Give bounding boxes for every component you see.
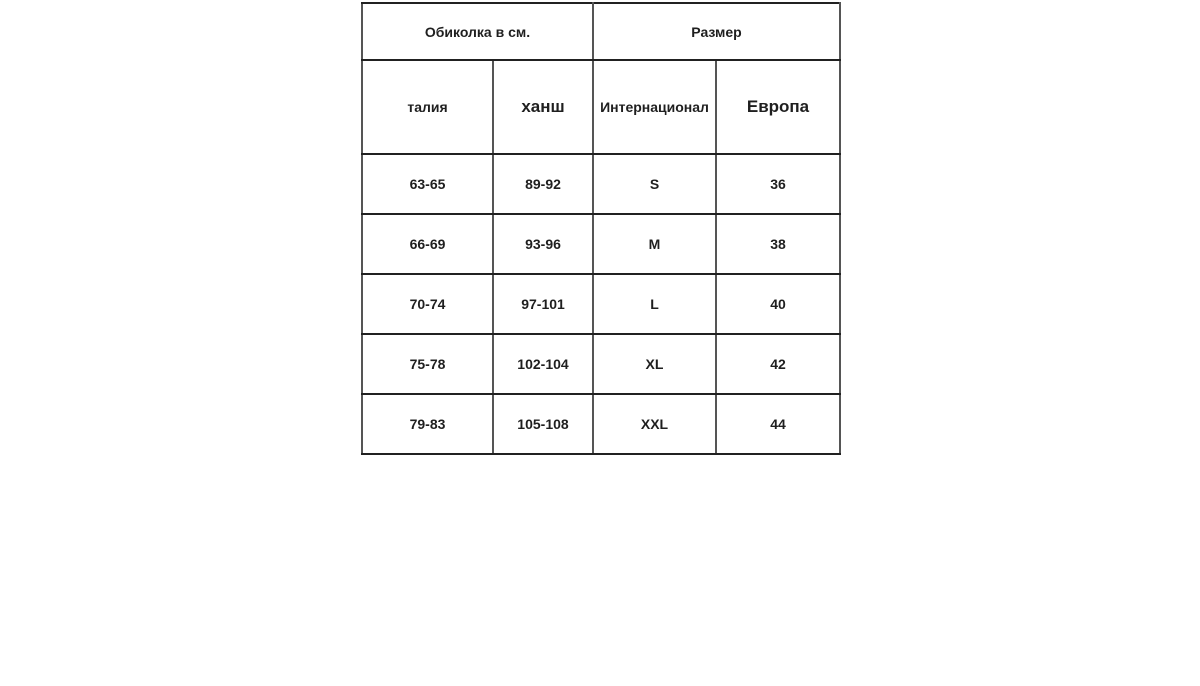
- column-header-europe: Европа: [716, 60, 840, 154]
- column-header-international: Интернационал: [593, 60, 716, 154]
- table-row: [362, 154, 840, 214]
- cell-waist: 79-83: [362, 394, 493, 454]
- cell-international: M: [593, 214, 716, 274]
- table-row: [362, 214, 840, 274]
- table-row: [362, 394, 840, 454]
- cell-international: XL: [593, 334, 716, 394]
- cell-waist: 63-65: [362, 154, 493, 214]
- cell-international: L: [593, 274, 716, 334]
- cell-hips: 93-96: [493, 214, 593, 274]
- size-chart-table: [361, 2, 841, 455]
- cell-europe: 36: [716, 154, 840, 214]
- size-chart-container: [361, 2, 841, 455]
- column-header-hips: ханш: [493, 60, 593, 154]
- cell-hips: 89-92: [493, 154, 593, 214]
- cell-international: XXL: [593, 394, 716, 454]
- group-header-circumference: Обиколка в см.: [362, 3, 593, 60]
- cell-europe: 42: [716, 334, 840, 394]
- group-header-size: Размер: [593, 3, 840, 60]
- cell-waist: 70-74: [362, 274, 493, 334]
- cell-waist: 75-78: [362, 334, 493, 394]
- cell-hips: 97-101: [493, 274, 593, 334]
- table-row: [362, 334, 840, 394]
- cell-europe: 44: [716, 394, 840, 454]
- table-row: [362, 274, 840, 334]
- cell-waist: 66-69: [362, 214, 493, 274]
- cell-europe: 38: [716, 214, 840, 274]
- cell-hips: 105-108: [493, 394, 593, 454]
- cell-hips: 102-104: [493, 334, 593, 394]
- cell-europe: 40: [716, 274, 840, 334]
- column-header-waist: талия: [362, 60, 493, 154]
- column-header-row: [362, 60, 840, 154]
- cell-international: S: [593, 154, 716, 214]
- group-header-row: [362, 3, 840, 60]
